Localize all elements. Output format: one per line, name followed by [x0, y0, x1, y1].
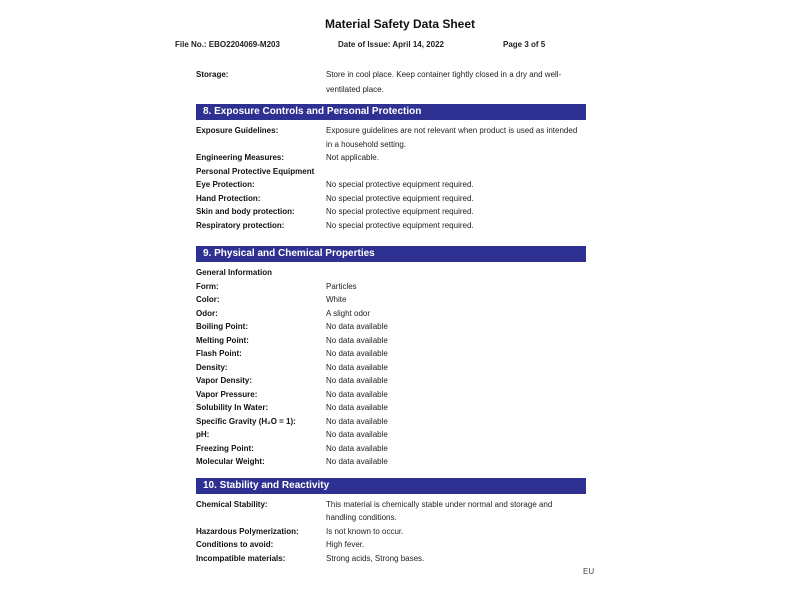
field-label: Solubility In Water:: [196, 403, 269, 412]
field-label: Form:: [196, 281, 219, 291]
footer-region-label: EU: [583, 567, 595, 576]
field-row: [196, 415, 586, 429]
field-row: [196, 401, 586, 415]
document-section: [196, 246, 586, 469]
field-label: Exposure Guidelines:: [196, 126, 279, 135]
field-value: [326, 165, 580, 179]
field-value: No special protective equipment required.: [326, 220, 474, 230]
document-body: [196, 67, 586, 565]
field-label: Color:: [196, 295, 220, 304]
field-row: [196, 347, 586, 361]
field-value: Not applicable.: [326, 153, 379, 162]
field-value: No data available: [326, 416, 388, 426]
field-value: No special protective equipment required.: [326, 193, 474, 203]
document-title: Material Safety Data Sheet: [324, 17, 476, 31]
section-rows: [196, 494, 586, 566]
field-row: [196, 165, 586, 179]
field-value: No data available: [326, 443, 388, 453]
field-label: Skin and body protection:: [196, 207, 295, 216]
field-label: Hazardous Polymerization:: [196, 526, 299, 536]
field-row: [196, 219, 586, 233]
field-label: Chemical Stability:: [196, 499, 268, 509]
field-label: Melting Point:: [196, 335, 249, 345]
field-value: No special protective equipment required.: [326, 207, 474, 216]
field-value: This material is chemically stable under normal and storage and handling conditions.: [326, 499, 553, 522]
field-value: Particles: [326, 281, 357, 291]
field-row: [196, 361, 586, 375]
section-header: 9. Physical and Chemical Properties: [196, 246, 586, 262]
field-value: White: [326, 295, 347, 304]
field-label: Flash Point:: [196, 349, 242, 358]
field-row: [196, 320, 586, 334]
field-label: Density:: [196, 362, 228, 372]
field-label: pH:: [196, 430, 210, 439]
field-value: Is not known to occur.: [326, 526, 404, 536]
field-row: [196, 178, 586, 192]
field-label: Engineering Measures:: [196, 153, 285, 162]
section-rows: [196, 120, 586, 232]
field-row: [196, 124, 586, 151]
field-row: [196, 442, 586, 456]
field-row: [196, 280, 586, 294]
field-row: [196, 498, 586, 525]
field-row: [196, 307, 586, 321]
field-row: [196, 525, 586, 539]
field-row: [196, 552, 586, 566]
field-label: Personal Protective Equipment: [196, 166, 315, 176]
field-label: Hand Protection:: [196, 193, 261, 203]
sections: [196, 104, 586, 565]
field-row: [196, 374, 586, 388]
field-row: [196, 334, 586, 348]
file-number: File No.: EBO2204069-M203: [175, 40, 280, 49]
date-of-issue: Date of Issue: April 14, 2022: [338, 40, 444, 49]
field-label: Boiling Point:: [196, 322, 248, 331]
field-label: Specific Gravity (H₂O = 1):: [196, 416, 296, 426]
field-value: No data available: [326, 430, 388, 439]
field-row: [196, 151, 586, 165]
field-label: General Information: [196, 268, 273, 277]
field-value: No data available: [326, 362, 388, 372]
field-row: [196, 293, 586, 307]
field-row: [196, 205, 586, 219]
document-section: [196, 104, 586, 232]
field-label: Freezing Point:: [196, 443, 254, 453]
field-row: [196, 428, 586, 442]
field-label: Incompatible materials:: [196, 553, 286, 563]
field-value: No data available: [326, 376, 388, 385]
field-value: No data available: [326, 322, 388, 331]
field-label: Respiratory protection:: [196, 220, 285, 230]
field-value: High fever.: [326, 540, 365, 549]
field-label: Odor:: [196, 308, 218, 318]
field-value: No data available: [326, 335, 388, 345]
page-number: Page 3 of 5: [503, 40, 546, 49]
field-value: A slight odor: [326, 308, 371, 318]
field-value: No data available: [326, 457, 388, 466]
field-row: [196, 388, 586, 402]
field-value: No special protective equipment required.: [326, 180, 474, 189]
field-label: Conditions to avoid:: [196, 540, 274, 549]
field-label: Vapor Pressure:: [196, 389, 258, 399]
field-value: Store in cool place. Keep container tightly closed in a dry and well-ventilated place.: [326, 70, 562, 94]
section-header: 10. Stability and Reactivity: [196, 478, 586, 494]
field-row: [196, 192, 586, 206]
field-row: [196, 538, 586, 552]
field-value: Strong acids, Strong bases.: [326, 553, 425, 563]
field-label: Eye Protection:: [196, 180, 255, 189]
field-value: No data available: [326, 349, 388, 358]
field-row: [196, 266, 586, 280]
section-rows: [196, 262, 586, 469]
field-label: Vapor Density:: [196, 376, 253, 385]
field-label: Storage:: [196, 70, 229, 79]
field-value: [326, 266, 580, 280]
field-row: [196, 455, 586, 469]
field-label: Molecular Weight:: [196, 457, 265, 466]
field-value: Exposure guidelines are not relevant when product is used as intended in a household setting.: [326, 126, 578, 149]
field-row-storage: [196, 67, 586, 97]
field-value: No data available: [326, 389, 388, 399]
document-section: [196, 478, 586, 566]
field-value: No data available: [326, 403, 388, 412]
section-header: 8. Exposure Controls and Personal Protection: [196, 104, 586, 120]
